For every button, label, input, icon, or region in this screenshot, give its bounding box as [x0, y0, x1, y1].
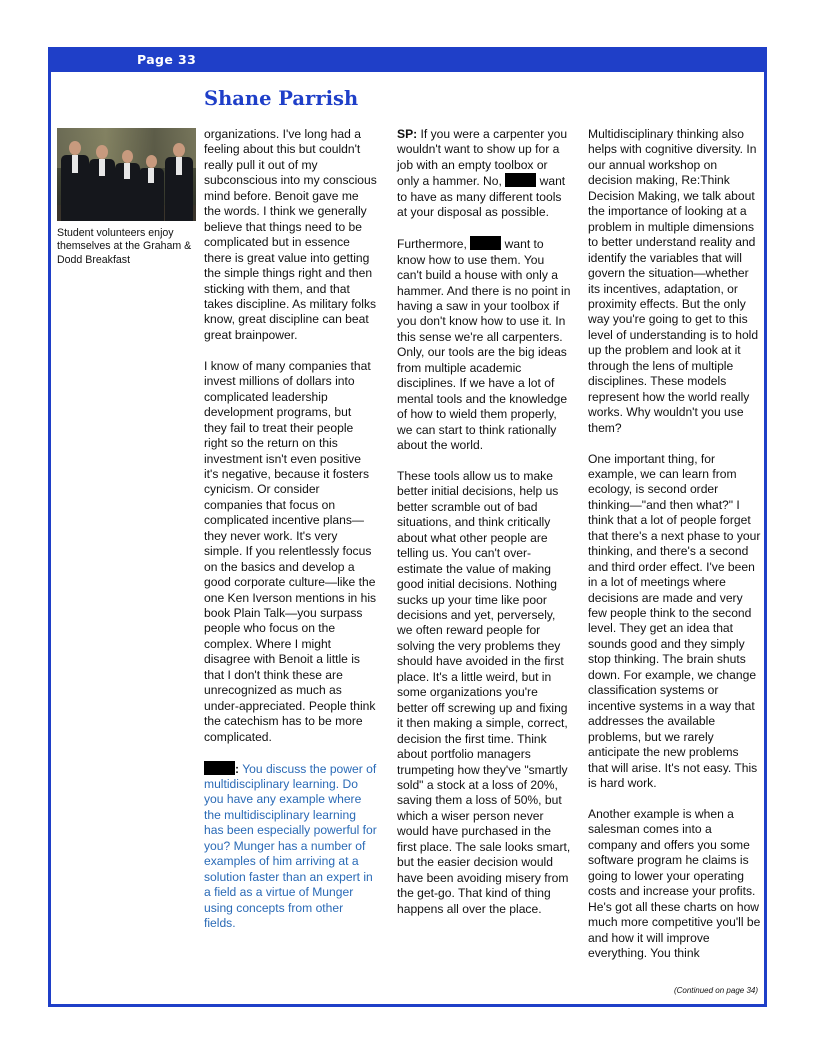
text-segment: If you were a carpenter you wouldn't want to show up for a job with an empty toolbox or only a hammer. No,	[397, 127, 568, 189]
text-segment: Furthermore,	[397, 237, 467, 252]
question-text: You discuss the power of multidisciplinary learning. Do you have any example where the multidisciplinary learning has been especially powerful for you? Munger has a number of examples of him arriving at a solution faster than an expert in a field as a virtue of Munger using concepts from other fields.	[204, 761, 377, 931]
paragraph: I know of many companies that invest millions of dollars into complicated leadership development programs, but they fail to treat their people right so the return on this investment isn't even positive it's negative, because it fosters cynicism. Or consider companies that focus on complicated incentive plans—they never work. It's very simple. If you relentlessly focus on the basics and develop a good corporate culture—like the one Ken Iverson mentions in his book Plain Talk—you surpass people who focus on the complex. Where I might disagree with Benoit a little is that I don't think these are unrecognized as much as under-appreciated. People think the catechism has to be more complicated.	[204, 358, 377, 744]
photo-caption: Student volunteers enjoy themselves at the Graham & Dodd Breakfast	[57, 227, 192, 266]
paragraph: One important thing, for example, we can learn from ecology, is second order thinking—"and then what?" I think that a lot of people forget that there's a next phase to your thinking, and there's a second and third order effect. I've been in a lot of meetings where decisions are made and very few people think to the second level. They get an idea that sounds good and they simply stop thinking. The brain shuts down. For example, we change classification systems or incentive systems in a way that addresses the available problems, but we rarely anticipate the new problems that will arise. It's not easy. This is hard work.	[588, 451, 761, 791]
article-column-3	[588, 127, 762, 977]
question-colon: :	[235, 761, 240, 776]
interviewer-question	[204, 761, 377, 932]
article-title: Shane Parrish	[204, 87, 359, 110]
redacted-word	[470, 236, 501, 250]
speaker-label: SP:	[397, 127, 418, 141]
page-number: Page 33	[137, 52, 197, 67]
article-column-2	[397, 127, 571, 933]
redacted-word	[505, 173, 536, 187]
paragraph: Multidisciplinary thinking also helps with cognitive diversity. In our annual workshop on decision making, Re:Think Decision Making, we talk about the importance of looking at a problem in multiple dimensions to better understand reality and identify the variables that will govern the situation—whether its incentives, adaptation, or proximity effects. But the only way you're going to get to this level of understanding is to hold up the problem and look at it through the lens of multiple disciplines. These models represent how the world really works. Why wouldn't you use them?	[588, 127, 759, 435]
text-segment: want to have as many different tools at your disposal as possible.	[397, 174, 566, 220]
article-column-1	[204, 127, 377, 947]
redacted-name	[204, 761, 235, 775]
paragraph	[397, 236, 571, 453]
event-photo	[57, 128, 196, 221]
paragraph: Another example is when a salesman comes into a company and offers you some software program he claims is going to lower your operating costs and increase your profits. He's got all these charts on how much more competitive you'll be and how it will improve everything. You think	[588, 806, 761, 960]
answer-paragraph	[397, 127, 571, 221]
paragraph: organizations. I've long had a feeling about this but couldn't really pull it out of my subconscious into my conscious mind before. Benoit gave me the words. I think we generally believe that things need to be complicated but in essence there is great value into getting the simple things right and then sticking with them, and that takes discipline. As military folks know, great discipline can beat great brainpower.	[204, 127, 377, 342]
continued-note: (Continued on page 34)	[673, 986, 758, 995]
page-header-bar	[48, 47, 767, 72]
text-segment: want to know how to use them. You can't build a house with only a hammer. And there is no point in having a saw in your toolbox if you don't know how to use it. In this sense we're all carpenters. Only, our tools are the big ideas from multiple academic disciplines. If we have a lot of mental tools and the knowledge of how to wield them properly, we can start to think rationally about the world.	[397, 237, 571, 453]
paragraph: These tools allow us to make better initial decisions, help us better scramble out of bad situations, and think critically about what other people are telling us. You can't over-estimate the value of making good initial decisions. Nothing sucks up your time like poor decisions and yet, perversely, we often reward people for solving the very problems they should have avoided in the first place. It's a little weird, but in some organizations you're better off screwing up and fixing it then making a simple, correct, decision the first time. Think about portfolio managers trumpeting how they've "smartly sold" a stock at a loss of 20%, saving them a loss of 50%, but which a wiser person never would have purchased in the first place. The sale looks smart, but the easier decision would have been avoiding misery from the get-go. That kind of thing happens all over the place.	[397, 468, 571, 916]
